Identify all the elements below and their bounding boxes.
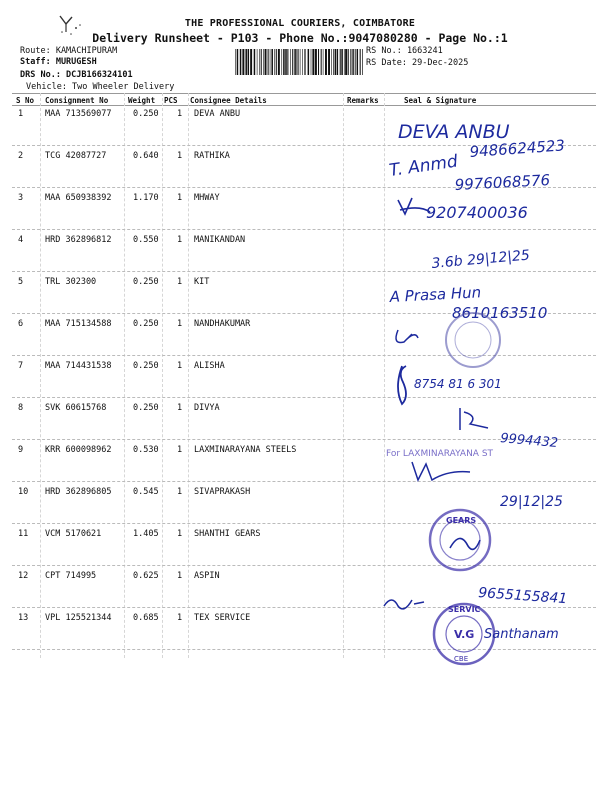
row-consignee: NANDHAKUMAR <box>194 319 251 329</box>
row-consignee: MHWAY <box>194 193 220 203</box>
phone-row-2: 9976068576 <box>454 171 551 194</box>
row-weight: 0.250 <box>133 319 159 329</box>
barcode-bar <box>276 49 277 75</box>
rs-number: RS No.: 1663241 <box>366 46 443 56</box>
barcode-bar <box>285 49 287 75</box>
barcode-bar <box>350 49 351 75</box>
table-top-rule <box>12 93 596 94</box>
barcode-bar <box>235 49 236 75</box>
barcode-bar <box>360 49 361 75</box>
row-sno: 6 <box>18 319 24 329</box>
phone-row-1: 9486624523 <box>469 136 566 161</box>
row-pcs: 1 <box>177 571 183 581</box>
barcode-bar <box>281 49 282 75</box>
runsheet-title: Delivery Runsheet - P103 - Phone No.:9047080280 - Page No.:1 <box>92 31 508 45</box>
barcode <box>235 49 363 75</box>
phone-row-7: 8754 81 6 301 <box>414 377 502 391</box>
row-consignment-no: MAA 713569077 <box>45 109 112 119</box>
barcode-bar <box>270 49 271 75</box>
row-pcs: 1 <box>177 151 183 161</box>
barcode-bar <box>292 49 293 75</box>
barcode-bar <box>302 49 303 75</box>
row-consignment-no: TRL 302300 <box>45 277 97 287</box>
row-weight: 0.530 <box>133 445 159 455</box>
row-sno: 3 <box>18 193 24 203</box>
row-pcs: 1 <box>177 193 183 203</box>
row-sno: 2 <box>18 151 24 161</box>
row-consignment-no: VPL 125521344 <box>45 613 112 623</box>
row-consignee: TEX SERVICE <box>194 613 251 623</box>
row-consignee: ALISHA <box>194 361 225 371</box>
row-divider <box>12 271 596 272</box>
row-pcs: 1 <box>177 487 183 497</box>
row-consignee: DEVA ANBU <box>194 109 241 119</box>
row-sno: 1 <box>18 109 24 119</box>
barcode-bar <box>362 49 363 75</box>
row-consignment-no: MAA 714431538 <box>45 361 112 371</box>
row-pcs: 1 <box>177 445 183 455</box>
company-name: THE PROFESSIONAL COURIERS, COIMBATORE <box>184 18 416 29</box>
stamp-row-13-top: SERVIC <box>448 605 481 614</box>
stamp-row-13-center: V.G <box>454 628 475 641</box>
row-sno: 4 <box>18 235 24 245</box>
date-row-10: 29|12|25 <box>500 494 563 510</box>
row-pcs: 1 <box>177 403 183 413</box>
barcode-bar <box>248 49 250 75</box>
row-divider <box>12 439 596 440</box>
staff-info: Staff: MURUGESH <box>20 57 97 67</box>
barcode-bar <box>283 49 285 75</box>
barcode-bar <box>290 49 291 75</box>
row-divider <box>12 229 596 230</box>
row-pcs: 1 <box>177 235 183 245</box>
barcode-bar <box>304 49 305 75</box>
row-weight: 0.640 <box>133 151 159 161</box>
row-divider <box>12 397 596 398</box>
row-pcs: 1 <box>177 529 183 539</box>
drs-number: DRS No.: DCJB166324101 <box>20 70 133 80</box>
barcode-bar <box>242 49 244 75</box>
row-pcs: 1 <box>177 361 183 371</box>
phone-row-5: 8610163510 <box>452 304 548 322</box>
row-consignee: DIVYA <box>194 403 220 413</box>
col-weight: Weight <box>128 96 156 105</box>
row-divider <box>12 523 596 524</box>
signature-row-5: A Prasa Hun <box>389 283 482 306</box>
row-weight: 1.170 <box>133 193 159 203</box>
row-consignee: LAXMINARAYANA STEELS <box>194 445 297 455</box>
row-divider <box>12 481 596 482</box>
row-consignment-no: VCM 5170621 <box>45 529 102 539</box>
row-consignee: RATHIKA <box>194 151 230 161</box>
row-weight: 0.250 <box>133 403 159 413</box>
row-sno: 11 <box>18 529 29 539</box>
barcode-bar <box>337 49 339 75</box>
stamp-row-9: For LAXMINARAYANA ST <box>386 449 494 459</box>
barcode-bar <box>261 49 262 75</box>
barcode-bar <box>240 49 242 75</box>
barcode-bar <box>325 49 327 75</box>
row-pcs: 1 <box>177 109 183 119</box>
signature-row-13: Santhanam <box>484 627 559 642</box>
row-consignment-no: CPT 714995 <box>45 571 97 581</box>
row-pcs: 1 <box>177 613 183 623</box>
row-sno: 10 <box>18 487 29 497</box>
signature-row-1: DEVA ANBU <box>398 121 510 143</box>
row-consignee: SHANTHI GEARS <box>194 529 261 539</box>
row-sno: 5 <box>18 277 24 287</box>
vehicle-info: Vehicle: Two Wheeler Delivery <box>26 82 175 92</box>
barcode-bar <box>294 49 296 75</box>
table-header-rule <box>12 105 596 106</box>
col-remarks: Remarks <box>347 96 379 105</box>
barcode-bar <box>237 49 239 75</box>
barcode-bar <box>305 49 306 75</box>
row-weight: 0.250 <box>133 361 159 371</box>
barcode-bar <box>265 49 267 75</box>
stamp-row-11: GEARS <box>446 516 477 525</box>
barcode-bar <box>311 49 312 75</box>
phone-row-12: 9655155841 <box>477 585 568 608</box>
barcode-bar <box>296 49 297 75</box>
barcode-bar <box>268 49 269 75</box>
row-sno: 13 <box>18 613 29 623</box>
barcode-bar <box>245 49 247 75</box>
row-consignee: SIVAPRAKASH <box>194 487 251 497</box>
col-pcs: PCS <box>164 96 178 105</box>
barcode-bar <box>300 49 301 75</box>
col-sno: S No <box>16 96 35 105</box>
date-row-4: 3.6b 29|12|25 <box>430 247 531 272</box>
row-sno: 9 <box>18 445 24 455</box>
row-consignment-no: KRR 600098962 <box>45 445 112 455</box>
phone-row-3: 9207400036 <box>426 203 528 222</box>
barcode-bar <box>263 49 264 75</box>
phone-row-8: 9994432 <box>499 431 559 452</box>
barcode-bar <box>257 49 258 75</box>
stamp-row-13-bottom: CBE <box>454 655 469 663</box>
barcode-bar <box>312 49 314 75</box>
col-consignee: Consignee Details <box>190 96 267 105</box>
col-consignment: Consignment No <box>45 96 109 105</box>
row-consignee: MANIKANDAN <box>194 235 246 245</box>
row-weight: 0.545 <box>133 487 159 497</box>
barcode-bar <box>348 49 349 75</box>
row-weight: 0.685 <box>133 613 159 623</box>
row-weight: 0.250 <box>133 277 159 287</box>
barcode-bar <box>278 49 280 75</box>
row-consignment-no: HRD 362896805 <box>45 487 112 497</box>
row-consignment-no: MAA 650938392 <box>45 193 112 203</box>
barcode-bar <box>318 49 319 75</box>
row-consignment-no: HRD 362896812 <box>45 235 112 245</box>
barcode-bar <box>321 49 322 75</box>
barcode-bar <box>355 49 356 75</box>
row-divider <box>12 565 596 566</box>
row-sno: 8 <box>18 403 24 413</box>
barcode-bar <box>308 49 310 75</box>
barcode-bar <box>274 49 275 75</box>
row-consignee: KIT <box>194 277 210 287</box>
barcode-bar <box>259 49 260 75</box>
row-divider <box>12 145 596 146</box>
barcode-bar <box>344 49 345 75</box>
row-divider <box>12 313 596 314</box>
row-divider <box>12 649 596 650</box>
barcode-bar <box>331 49 332 75</box>
row-sno: 12 <box>18 571 29 581</box>
barcode-bar <box>315 49 317 75</box>
barcode-bar <box>328 49 330 75</box>
barcode-bar <box>250 49 252 75</box>
barcode-bar <box>271 49 273 75</box>
route-info: Route: KAMACHIPURAM <box>20 46 118 56</box>
barcode-bar <box>340 49 341 75</box>
barcode-bar <box>298 49 299 75</box>
rs-date: RS Date: 29-Dec-2025 <box>366 58 469 68</box>
barcode-bar <box>333 49 334 75</box>
row-consignee: ASPIN <box>194 571 220 581</box>
barcode-bar <box>352 49 353 75</box>
row-pcs: 1 <box>177 277 183 287</box>
barcode-bar <box>335 49 336 75</box>
row-consignment-no: MAA 715134588 <box>45 319 112 329</box>
row-weight: 0.625 <box>133 571 159 581</box>
barcode-bar <box>357 49 358 75</box>
row-divider <box>12 355 596 356</box>
barcode-bar <box>287 49 288 75</box>
barcode-bar <box>254 49 256 75</box>
barcode-bar <box>323 49 324 75</box>
row-sno: 7 <box>18 361 24 371</box>
row-consignment-no: SVK 60615768 <box>45 403 107 413</box>
col-seal: Seal & Signature <box>404 96 477 105</box>
barcode-bar <box>353 49 354 75</box>
row-divider <box>12 187 596 188</box>
row-pcs: 1 <box>177 319 183 329</box>
barcode-bar <box>345 49 347 75</box>
row-weight: 1.405 <box>133 529 159 539</box>
signature-row-2: T. Anmd <box>387 151 459 181</box>
row-weight: 0.250 <box>133 109 159 119</box>
row-consignment-no: TCG 42087727 <box>45 151 107 161</box>
row-divider <box>12 607 596 608</box>
barcode-bar <box>341 49 343 75</box>
row-weight: 0.550 <box>133 235 159 245</box>
